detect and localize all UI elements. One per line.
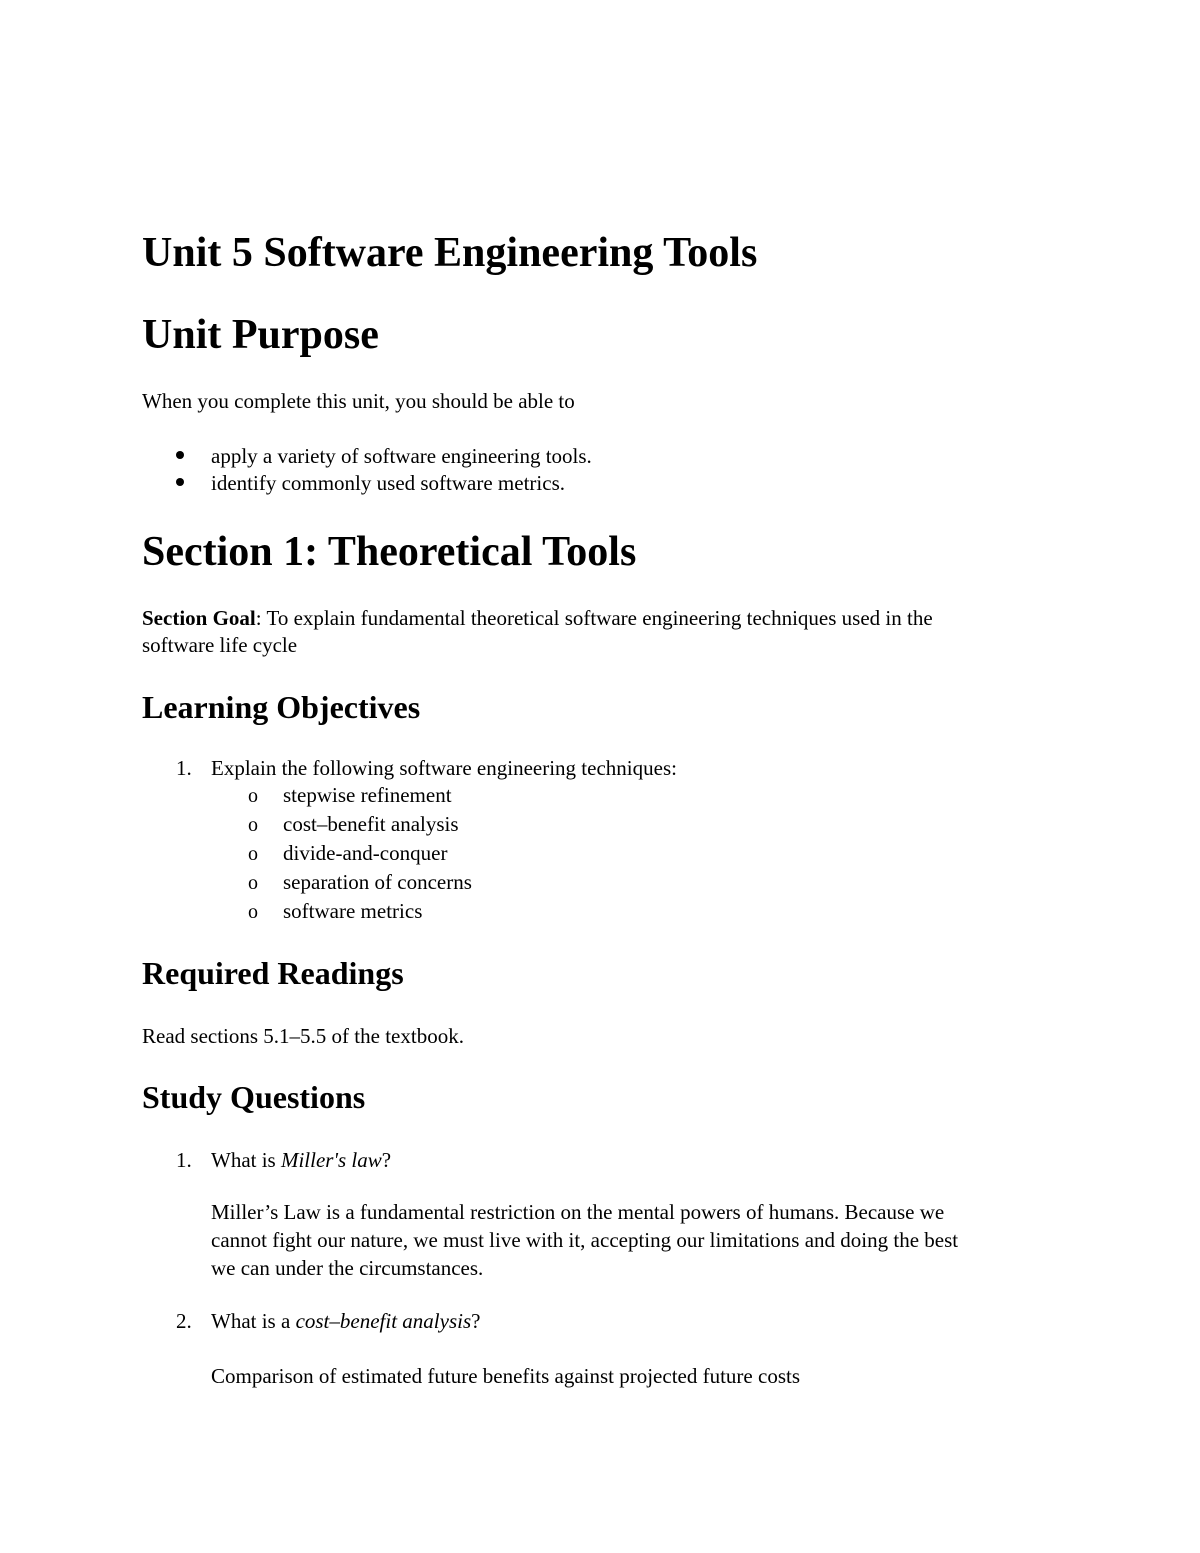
sub-bullet-marker: o: [248, 814, 258, 836]
list-number: 1.: [176, 1148, 192, 1172]
question-prefix: What is a: [211, 1309, 296, 1333]
question-term: cost–benefit analysis: [295, 1309, 472, 1333]
unit-purpose-intro: When you complete this unit, you should be able to: [142, 389, 575, 413]
list-number: 2.: [176, 1309, 192, 1333]
sub-item: software metrics: [283, 899, 423, 923]
sub-item: divide-and-conquer: [283, 841, 448, 865]
list-number: 1.: [176, 756, 192, 780]
question-term: Miller's law: [280, 1148, 382, 1172]
required-readings-text: Read sections 5.1–5.5 of the textbook.: [142, 1024, 464, 1048]
objective-text: Explain the following software engineering techniques:: [211, 756, 677, 780]
sub-item: cost–benefit analysis: [283, 812, 459, 836]
sub-bullet-marker: o: [248, 843, 258, 865]
answer-line: Comparison of estimated future benefits against projected future costs: [211, 1364, 800, 1388]
answer-line: Miller’s Law is a fundamental restriction on the mental powers of humans. Because we: [211, 1200, 945, 1224]
required-readings-heading: Required Readings: [142, 955, 404, 991]
sub-bullet-marker: o: [248, 872, 258, 894]
document-title: Unit 5 Software Engineering Tools: [142, 230, 758, 276]
study-question: [211, 1146, 391, 1174]
section-goal-line-1: [142, 604, 933, 632]
question-suffix: ?: [471, 1309, 481, 1333]
section-goal-text: : To explain fundamental theoretical software engineering techniques used in the: [255, 606, 933, 630]
section-goal-line-2: software life cycle: [142, 633, 298, 657]
bullet-text: apply a variety of software engineering tools.: [211, 444, 592, 468]
sub-item: separation of concerns: [283, 870, 472, 894]
section-1-heading: Section 1: Theoretical Tools: [142, 529, 637, 575]
bullet-text: identify commonly used software metrics.: [211, 471, 565, 495]
sub-bullet-marker: o: [248, 901, 258, 923]
section-goal-label: Section Goal: [142, 606, 256, 630]
bullet-dot-icon: [176, 451, 184, 459]
sub-item: stepwise refinement: [283, 783, 452, 807]
study-question: [211, 1307, 480, 1335]
sub-bullet-marker: o: [248, 785, 258, 807]
study-questions-heading: Study Questions: [142, 1079, 366, 1115]
question-suffix: ?: [381, 1148, 392, 1172]
unit-purpose-heading: Unit Purpose: [142, 312, 379, 358]
bullet-dot-icon: [176, 478, 184, 486]
answer-line: cannot fight our nature, we must live with it, accepting our limitations and doing the best: [211, 1228, 959, 1252]
answer-line: we can under the circumstances.: [211, 1256, 484, 1280]
learning-objectives-heading: Learning Objectives: [142, 689, 421, 725]
question-prefix: What is: [211, 1148, 281, 1172]
